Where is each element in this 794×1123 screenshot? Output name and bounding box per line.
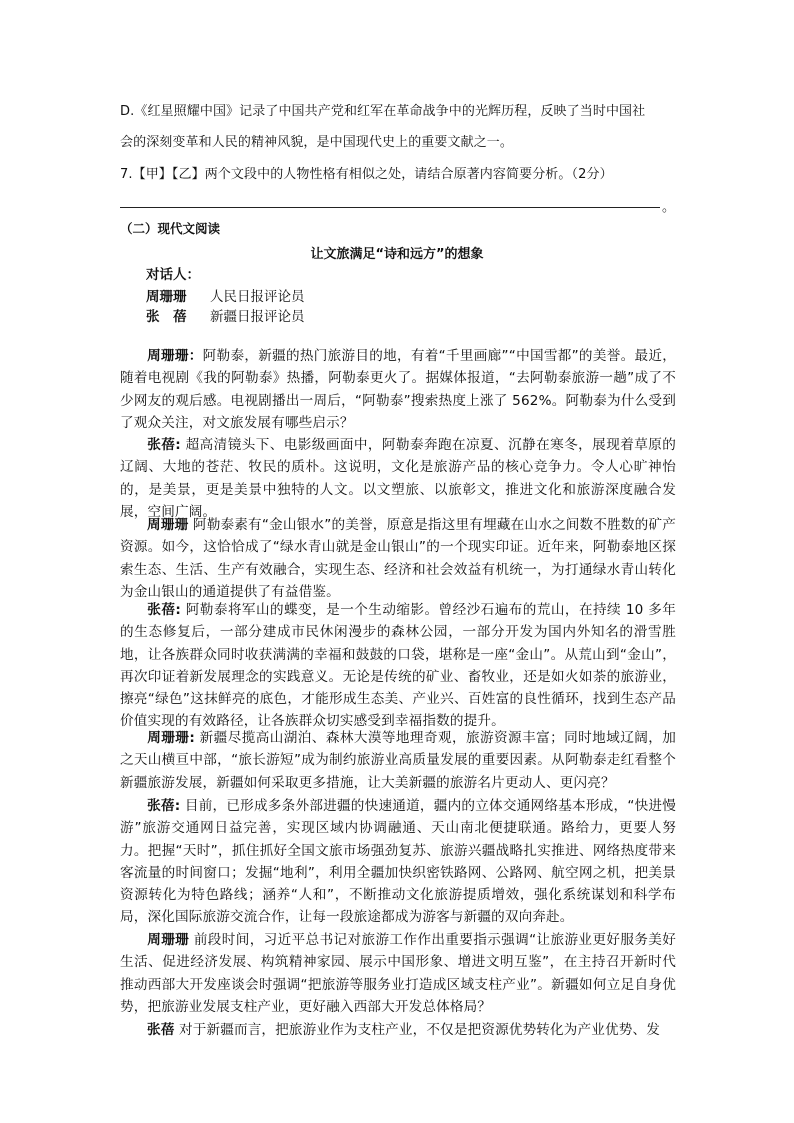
dialogue-paragraph (120, 1019, 676, 1041)
dialogue-paragraph (120, 599, 676, 733)
paragraph-text: 目前，已形成多条外部进疆的快速通道，疆内的立体交通网络基本形成，“快进慢游”旅游交通网日益完善，实现区域内协调融通、天山南北便捷联通。路给力，更要人努力。把握“天时”，抓住抓好全国文旅市场强劲复苏、旅游兴疆战略扎实推进、网络热度带来客流量的时间窗口；发掘“地利”，利用全疆加快织密铁路网、公路网、航空网之机，把美景资源转化为特色路线；涵养“人和”，不断推动文化旅游提质增效，强化系统谋划和科学布局，深化国际旅游交流合作，让每一段旅途都成为游客与新疆的双向奔赴。 (120, 798, 676, 926)
section-heading: （二）现代文阅读 (120, 221, 221, 236)
dialogue-paragraph (120, 929, 676, 1018)
speaker: 张蓓: (147, 602, 181, 618)
answer-line[interactable] (120, 207, 660, 208)
participant-name: 张 蓓 (146, 309, 187, 325)
paragraph-text: 新疆尽揽高山湖泊、森林大漠等地理奇观，旅游资源丰富；同时地域辽阔，加之天山横亘中部，“旅长游短”成为制约旅游业高质量发展的重要因素。从阿勒泰走红看整个新疆旅游发展，新疆如何采取更多措施，让大美新疆的旅游名片更动人、更闪亮？ (120, 730, 676, 791)
speaker: 张蓓: (147, 437, 181, 453)
question-7: 7.【甲】【乙】两个文段中的人物性格有相似之处，请结合原著内容简要分析。（2分） (120, 167, 613, 182)
paragraph-text: 前段时间，习近平总书记对旅游工作作出重要指示强调“让旅游业更好服务美好生活、促进经济发展、构筑精神家园、展示中国形象、增进文明互鉴”，在主持召开新时代推动西部大开发座谈会时强调“把旅游等服务业打造成区域支柱产业”。新疆如何立足自身优势，把旅游业发展支柱产业，更好融入西部大开发总体格局？ (120, 932, 676, 1015)
participant-role: 新疆日报评论员 (210, 309, 305, 325)
dialogue-paragraph (120, 434, 676, 523)
participant-role: 人民日报评论员 (210, 289, 305, 305)
option-d-line-1: D.《红星照耀中国》记录了中国共产党和红军在革命战争中的光辉历程，反映了当时中国社 (120, 104, 646, 119)
speaker: 周珊珊 (147, 517, 189, 533)
dialogue-paragraph (120, 345, 676, 434)
dialogue-paragraph (120, 727, 676, 794)
speaker: 周珊珊: (147, 730, 195, 746)
option-d-line-2: 会的深刻变革和人民的精神风貌，是中国现代史上的重要文献之一。 (120, 135, 514, 150)
dialogue-paragraph (120, 795, 676, 929)
paragraph-text: 阿勒泰将军山的蝶变，是一个生动缩影。曾经沙石遍布的荒山，在持续 10 多年的生态修复后，一部分建成市民休闲漫步的森林公园，一部分开发为国内外知名的滑雪胜地，让各族群众同时收获满满的幸福和鼓鼓的口袋，堪称是一座“金山”。从荒山到“金山”，再次印证着新发展理念的实践意义。无论是传统的矿业、畜牧业，还是如火如荼的旅游业，擦亮“绿色”这抹鲜亮的底色，才能形成生态美、产业兴、百姓富的良性循环，找到生态产品价值实现的有效路径，让各族群众切实感受到幸福指数的提升。 (120, 602, 676, 730)
answer-line-end-mark: 。 (662, 200, 676, 215)
speaker: 周珊珊： (147, 348, 203, 364)
paragraph-text: 阿勒泰，新疆的热门旅游目的地，有着“千里画廊”“中国雪都”的美誉。最近，随着电视剧《我的阿勒泰》热播，阿勒泰更火了。据媒体报道，“去阿勒泰旅游一趟”成了不少网友的观后感。电视剧播出一周后，“阿勒泰”搜索热度上涨了 562%。阿勒泰为什么受到了观众关注，对文旅发展有哪些启示？ (120, 348, 676, 431)
speaker: 张蓓: (147, 798, 181, 814)
paragraph-text: 对于新疆而言，把旅游业作为支柱产业，不仅是把资源优势转化为产业优势、发 (174, 1022, 660, 1038)
speaker: 周珊珊 (147, 932, 190, 948)
participant-name: 周珊珊 (146, 289, 187, 305)
article-title: 让文旅满足“诗和远方”的想象 (310, 247, 484, 262)
participants-label: 对话人： (146, 267, 200, 283)
paragraph-text: 阿勒泰素有“金山银水”的美誉，原意是指这里有埋藏在山水之间数不胜数的矿产资源。如今，这恰恰成了“绿水青山就是金山银山”的一个现实印证。近年来，阿勒泰地区探索生态、生活、生产有效融合，实现生态、经济和社会效益有机统一，为打通绿水青山转化为金山银山的通道提供了有益借鉴。 (120, 517, 676, 600)
paragraph-text: 超高清镜头下、电影级画面中，阿勒泰奔跑在凉夏、沉静在寒冬，展现着草原的辽阔、大地的苍茫、牧民的质朴。这说明，文化是旅游产品的核心竞争力。令人心旷神怡的，是美景，更是美景中独特的人文。以文塑旅、以旅彰文，推进文化和旅游深度融合发展，空间广阔。 (120, 437, 677, 520)
speaker: 张蓓 (147, 1022, 175, 1038)
dialogue-paragraph (120, 514, 676, 603)
